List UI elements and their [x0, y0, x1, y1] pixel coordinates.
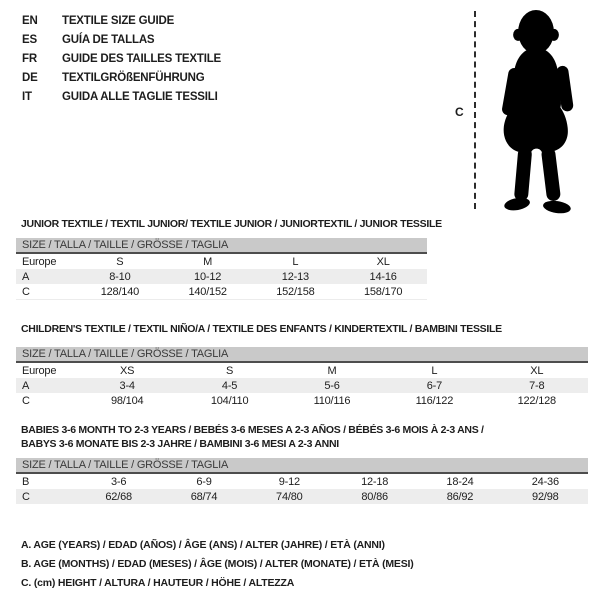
table-row: [16, 284, 427, 300]
size-cell: 6-9: [196, 475, 212, 488]
table-row: [16, 269, 427, 284]
table-row: [16, 489, 588, 504]
size-cell: S: [226, 364, 234, 377]
size-table-babies: [16, 458, 588, 504]
size-cell: XL: [530, 364, 544, 377]
size-cell: M: [203, 255, 213, 268]
size-cell: 24-36: [531, 475, 559, 488]
size-cell: 140/152: [188, 285, 227, 298]
table-row: [16, 378, 588, 393]
row-label: A: [16, 269, 76, 284]
table-row: [16, 473, 588, 489]
size-cell: 12-13: [252, 269, 340, 284]
size-cell: 104/110: [210, 394, 249, 407]
size-cell: 6-7: [383, 378, 485, 393]
measurement-legend: [21, 536, 414, 593]
language-title: TEXTILE SIZE GUIDE: [62, 15, 175, 27]
row-label: Europe: [22, 364, 57, 377]
size-cell: 3-4: [76, 378, 178, 393]
size-cell: 5-6: [281, 378, 383, 393]
size-cell: 80/86: [332, 489, 417, 504]
size-cell: 68/74: [161, 489, 246, 504]
row-label: C: [22, 285, 30, 298]
size-header-row: [16, 238, 427, 253]
language-code: ES: [22, 34, 37, 46]
size-header-label: SIZE / TALLA / TAILLE / GRÖSSE / TAGLIA: [16, 238, 427, 253]
language-code: DE: [22, 72, 38, 84]
size-cell: 110/116: [313, 394, 351, 407]
language-title: GUIDE DES TAILLES TEXTILE: [62, 53, 221, 65]
legend-line-b: B. AGE (MONTHS) / EDAD (MESES) / ÂGE (MOIS) / ALTER (MONATE) / ETÀ (MESI): [21, 558, 414, 570]
size-cell: 92/98: [503, 489, 588, 504]
language-row-it: [22, 88, 221, 107]
size-cell: 14-16: [339, 269, 427, 284]
baby-silhouette-icon: [482, 6, 594, 220]
language-code: FR: [22, 53, 37, 65]
size-cell: 3-6: [111, 475, 127, 488]
size-cell: 158/170: [363, 285, 403, 298]
size-cell: 12-18: [361, 475, 389, 488]
size-cell: M: [327, 364, 337, 377]
size-cell: 8-10: [76, 269, 164, 284]
language-title: GUÍA DE TALLAS: [62, 34, 155, 46]
size-cell: 74/80: [247, 489, 332, 504]
row-label: B: [22, 475, 30, 488]
size-cell: 62/68: [76, 489, 161, 504]
size-header-label: SIZE / TALLA / TAILLE / GRÖSSE / TAGLIA: [16, 458, 588, 473]
language-row-fr: [22, 50, 221, 69]
language-title: GUIDA ALLE TAGLIE TESSILI: [62, 91, 218, 103]
height-dashed-line: [474, 11, 476, 209]
size-cell: 122/128: [517, 394, 556, 407]
legend-line-a: A. AGE (YEARS) / EDAD (AÑOS) / ÂGE (ANS) / ALTER (JAHRE) / ETÀ (ANNI): [21, 539, 385, 551]
language-title: TEXTILGRÖßENFÜHRUNG: [62, 72, 205, 84]
section-title-junior: JUNIOR TEXTILE / TEXTIL JUNIOR/ TEXTILE JUNIOR / JUNIORTEXTIL / JUNIOR TESSILE: [21, 218, 442, 230]
section-title-babies: BABIES 3-6 MONTH TO 2-3 YEARS / BEBÉS 3-6 MESES A 2-3 AÑOS / BÉBÉS 3-6 MOIS À 2-3 ANS / BABYS 3-6 MONATE BIS 2-3 JAHRE / BAMBINI 3-6 MESI A 2-3 ANNI: [21, 424, 484, 450]
size-cell: 86/92: [417, 489, 502, 504]
size-cell: XL: [376, 255, 390, 268]
row-label: Europe: [22, 255, 57, 268]
size-cell: 152/158: [276, 285, 315, 298]
language-code: EN: [22, 15, 38, 27]
size-cell: 7-8: [486, 378, 588, 393]
size-table-junior: [16, 238, 427, 300]
row-label: C: [22, 394, 30, 407]
section-title-children: CHILDREN'S TEXTILE / TEXTIL NIÑO/A / TEXTILE DES ENFANTS / KINDERTEXTIL / BAMBINI TESSILE: [21, 323, 502, 335]
row-label: C: [16, 489, 76, 504]
size-cell: 4-5: [178, 378, 280, 393]
size-cell: 116/122: [415, 394, 454, 407]
size-cell: XS: [120, 364, 135, 377]
size-cell: 128/140: [100, 285, 140, 298]
table-row: [16, 253, 427, 269]
size-cell: L: [431, 364, 438, 377]
language-row-es: [22, 31, 221, 50]
size-cell: L: [292, 255, 299, 268]
legend-line-c: C. (cm) HEIGHT / ALTURA / HAUTEUR / HÖHE / ALTEZZA: [21, 577, 295, 589]
size-header-row: [16, 458, 588, 473]
size-cell: 9-12: [278, 475, 300, 488]
size-header-label: SIZE / TALLA / TAILLE / GRÖSSE / TAGLIA: [16, 347, 588, 362]
size-cell: 18-24: [446, 475, 474, 488]
size-cell: 10-12: [164, 269, 252, 284]
table-row: [16, 393, 588, 408]
size-cell: 98/104: [110, 394, 144, 407]
height-measure-label: C: [455, 105, 464, 119]
language-row-en: [22, 12, 221, 31]
row-label: A: [16, 378, 76, 393]
size-header-row: [16, 347, 588, 362]
size-table-children: [16, 347, 588, 408]
language-header: [22, 12, 221, 107]
language-code: IT: [22, 91, 32, 103]
table-row: [16, 362, 588, 378]
language-row-de: [22, 69, 221, 88]
size-cell: S: [116, 255, 124, 268]
